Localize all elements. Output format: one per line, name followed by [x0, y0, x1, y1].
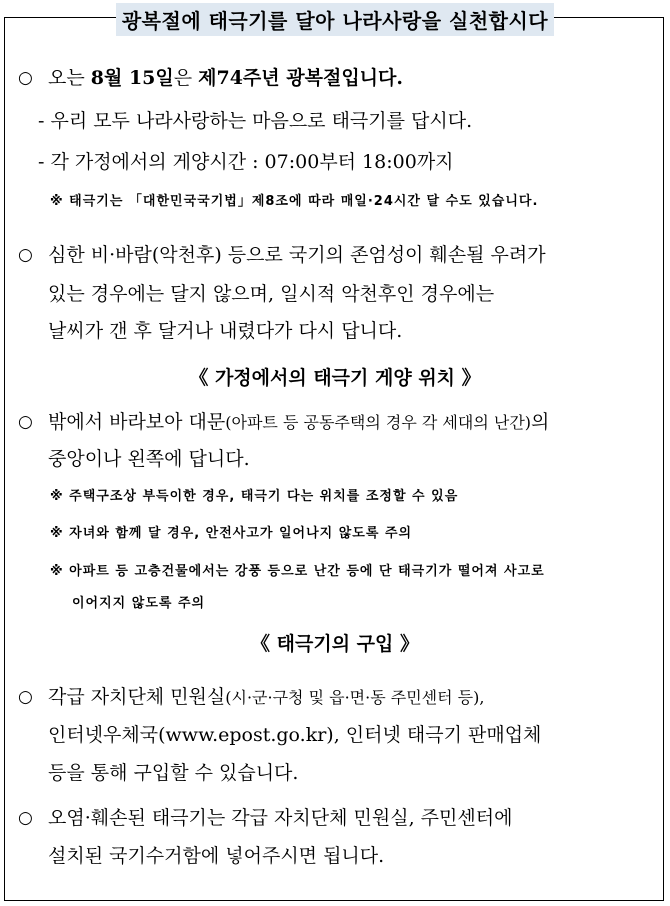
section1-sub1: - 우리 모두 나라사랑하는 마음으로 태극기를 답시다.: [38, 110, 473, 132]
line1-small: (시·군·구청 및 읍·면·동 주민센터 등),: [225, 688, 485, 707]
section4-line3: 등을 통해 구입할 수 있습니다.: [48, 762, 299, 784]
section3-note2: ※ 자녀와 함께 달 경우, 안전사고가 일어나지 않도록 주의: [50, 526, 413, 541]
line1-pre: 밖에서 바라보아 대문: [48, 411, 226, 433]
section3-note3b: 이어지지 않도록 주의: [72, 596, 206, 611]
section3-note1: ※ 주택구조상 부득이한 경우, 태극기 다는 위치를 조정할 수 있음: [50, 489, 459, 504]
bullet-circle: ○: [18, 687, 33, 707]
section5-line2: 설치된 국기수거함에 넣어주시면 됩니다.: [48, 845, 385, 867]
section1-main-line: [48, 66, 403, 90]
bullet-circle: ○: [18, 808, 33, 828]
section3-note3a: ※ 아파트 등 고층건물에서는 강풍 등으로 난간 등에 단 태극기가 떨어져 사고로: [50, 564, 545, 579]
section1-note: ※ 태극기는 「대한민국국기법」제8조에 따라 매일·24시간 달 수도 있습니다.: [50, 194, 539, 209]
main-event: 제74주년 광복절: [198, 67, 342, 89]
heading-purchase: 《 태극기의 구입 》: [251, 633, 419, 655]
main-pre: 오는: [48, 67, 91, 89]
section5-line1: 오염·훼손된 태극기는 각급 자치단체 민원실, 주민센터에: [48, 807, 513, 829]
section2-line2: 있는 경우에는 달지 않으며, 일시적 악천후인 경우에는: [48, 283, 495, 305]
main-post: 입니다.: [341, 67, 404, 89]
bullet-circle: ○: [18, 412, 33, 432]
section4-line1: [48, 685, 484, 710]
bullet-circle: ○: [18, 245, 33, 265]
bullet-circle: ○: [18, 68, 33, 88]
page-title: 광복절에 태극기를 달아 나라사랑을 실천합시다: [116, 3, 554, 36]
main-date: 8월 15일: [90, 67, 174, 89]
section2-line1: 심한 비·바람(악천후) 등으로 국기의 존엄성이 훼손될 우려가: [48, 244, 546, 266]
section1-sub2: - 각 가정에서의 게양시간 : 07:00부터 18:00까지: [38, 151, 454, 173]
line1-small: (아파트 등 공동주택의 경우 각 세대의 난간): [225, 413, 532, 432]
section2-line3: 날씨가 갠 후 달거나 내렸다가 다시 답니다.: [48, 320, 403, 342]
section3-line1: [48, 410, 549, 435]
line1-post: 의: [531, 411, 550, 433]
main-mid: 은: [173, 67, 199, 89]
title-wrap: [0, 3, 670, 36]
section3-line2: 중앙이나 왼쪽에 답니다.: [48, 448, 250, 470]
line1-pre: 각급 자치단체 민원실: [48, 686, 226, 708]
heading-location: 《 가정에서의 태극기 게양 위치 》: [189, 367, 481, 389]
section4-line2: 인터넷우체국(www.epost.go.kr), 인터넷 태극기 판매업체: [48, 724, 542, 746]
